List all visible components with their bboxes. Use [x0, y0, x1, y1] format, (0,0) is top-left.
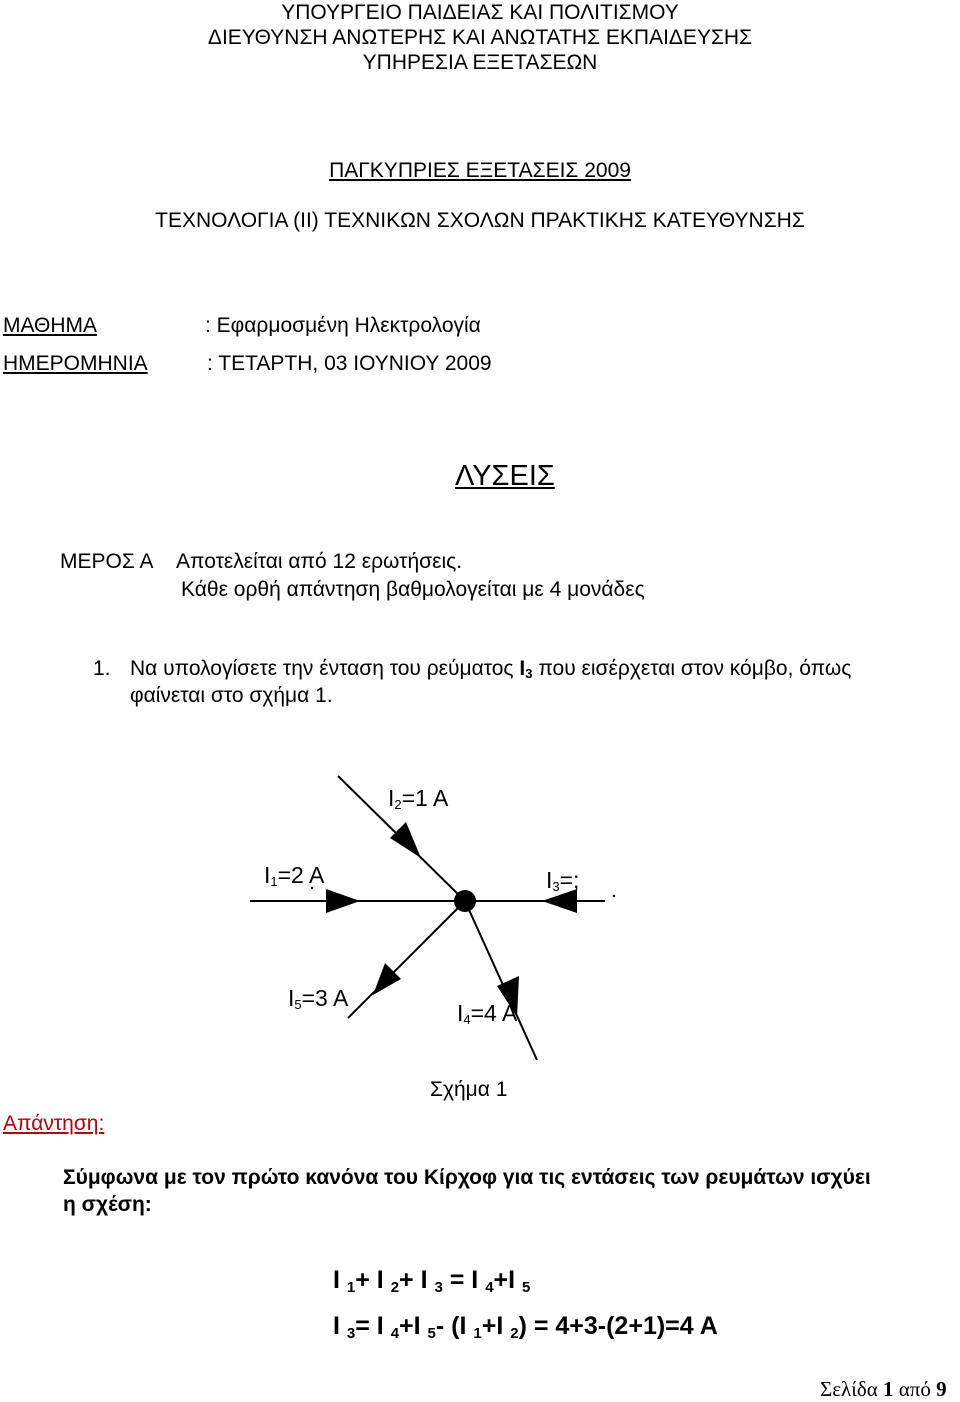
equation-term: - (I: [435, 1312, 474, 1340]
wire-i5: [348, 901, 465, 1018]
exam-title: ΠΑΓΚΥΠΡΙΕΣ ΕΞΕΤΑΣΕΙΣ 2009: [329, 159, 631, 182]
label-i4: I4=4 A: [457, 1000, 518, 1027]
arrow-i1: [326, 889, 360, 913]
label-i1: I1=2 A: [264, 862, 325, 889]
label-i2: I2=1 A: [388, 785, 449, 812]
figure-caption: Σχήμα 1: [430, 1078, 508, 1101]
answer-label: Απάντηση:: [3, 1112, 105, 1135]
equation-term: +I: [399, 1312, 428, 1340]
equation-subscript: 1: [346, 1279, 356, 1296]
kirchhoff-equation: [333, 1266, 530, 1296]
equation-subscript: 3: [346, 1325, 356, 1342]
label-i3: I3=;: [546, 867, 580, 894]
question-text-line2: φαίνεται στο σχήμα 1.: [130, 684, 333, 707]
answer-text: Σύμφωνα με τον πρώτο κανόνα του Κίρχοφ για τις εντάσεις των ρευμάτων ισχύει: [63, 1166, 871, 1189]
part-description: Αποτελείται από 12 ερωτήσεις.: [176, 550, 463, 573]
junction-node: [454, 890, 476, 912]
equation-term: I: [333, 1312, 347, 1340]
page-footer: Σελίδα 1 από 9: [820, 1377, 947, 1401]
equation-term: +I: [493, 1266, 523, 1294]
solutions-heading: ΛΥΣΕΙΣ: [455, 460, 555, 492]
equation-term: + I: [355, 1266, 391, 1294]
solution-equation: [333, 1312, 718, 1342]
question-text: Να υπολογίσετε την ένταση του ρεύματος I3 που εισέρχεται στον κόμβο, όπως: [130, 657, 852, 681]
speck: [613, 895, 615, 897]
service-title: ΥΠΗΡΕΣΙΑ ΕΞΕΤΑΣΕΩΝ: [362, 51, 598, 74]
equation-subscript: 1: [473, 1325, 482, 1342]
part-label: ΜΕΡΟΣ Α: [60, 550, 154, 573]
exam-subtitle: ΤΕΧΝΟΛΟΓΙΑ (ΙΙ) ΤΕΧΝΙΚΩΝ ΣΧΟΛΩΝ ΠΡΑΚΤΙΚΗΣ ΚΑΤΕΥΘΥΝΣΗΣ: [155, 209, 805, 232]
equation-subscript: 2: [510, 1325, 519, 1342]
subject-label: ΜΑΘΗΜΑ: [3, 314, 98, 337]
ministry-title: ΥΠΟΥΡΓΕΙΟ ΠΑΙΔΕΙΑΣ ΚΑΙ ΠΟΛΙΤΙΣΜΟΥ: [281, 1, 679, 24]
directorate-title: ΔΙΕΥΘΥΝΣΗ ΑΝΩΤΕΡΗΣ ΚΑΙ ΑΝΩΤΑΤΗΣ ΕΚΠΑΙΔΕΥΣΗΣ: [207, 26, 753, 49]
equation-subscript: 5: [522, 1279, 531, 1296]
equation-subscript: 5: [427, 1325, 436, 1342]
equation-term: +I: [481, 1312, 511, 1340]
label-i5: I5=3 A: [288, 985, 349, 1012]
part-grading: Κάθε ορθή απάντηση βαθμολογείται με 4 μονάδες: [181, 578, 645, 601]
equation-subscript: 2: [390, 1279, 400, 1296]
question-number: 1.: [93, 657, 111, 680]
equation-term: = I: [355, 1312, 391, 1340]
answer-text-line2: η σχέση:: [63, 1193, 152, 1216]
equation-term: = I: [442, 1266, 486, 1294]
date-label: ΗΜΕΡΟΜΗΝΙΑ: [3, 352, 148, 375]
date-value: : ΤΕΤΑΡΤΗ, 03 ΙΟΥΝΙΟΥ 2009: [207, 352, 492, 375]
equation-subscript: 4: [485, 1279, 494, 1296]
equation-term: ) = 4+3-(2+1)=4 A: [518, 1312, 718, 1340]
subject-value: : Εφαρμοσμένη Ηλεκτρολογία: [205, 314, 481, 337]
equation-subscript: 3: [434, 1279, 443, 1296]
equation-term: I: [333, 1266, 347, 1294]
arrow-i2: [390, 822, 421, 858]
wire-i4: [465, 901, 537, 1060]
equation-term: + I: [399, 1266, 435, 1294]
equation-subscript: 4: [390, 1325, 400, 1342]
